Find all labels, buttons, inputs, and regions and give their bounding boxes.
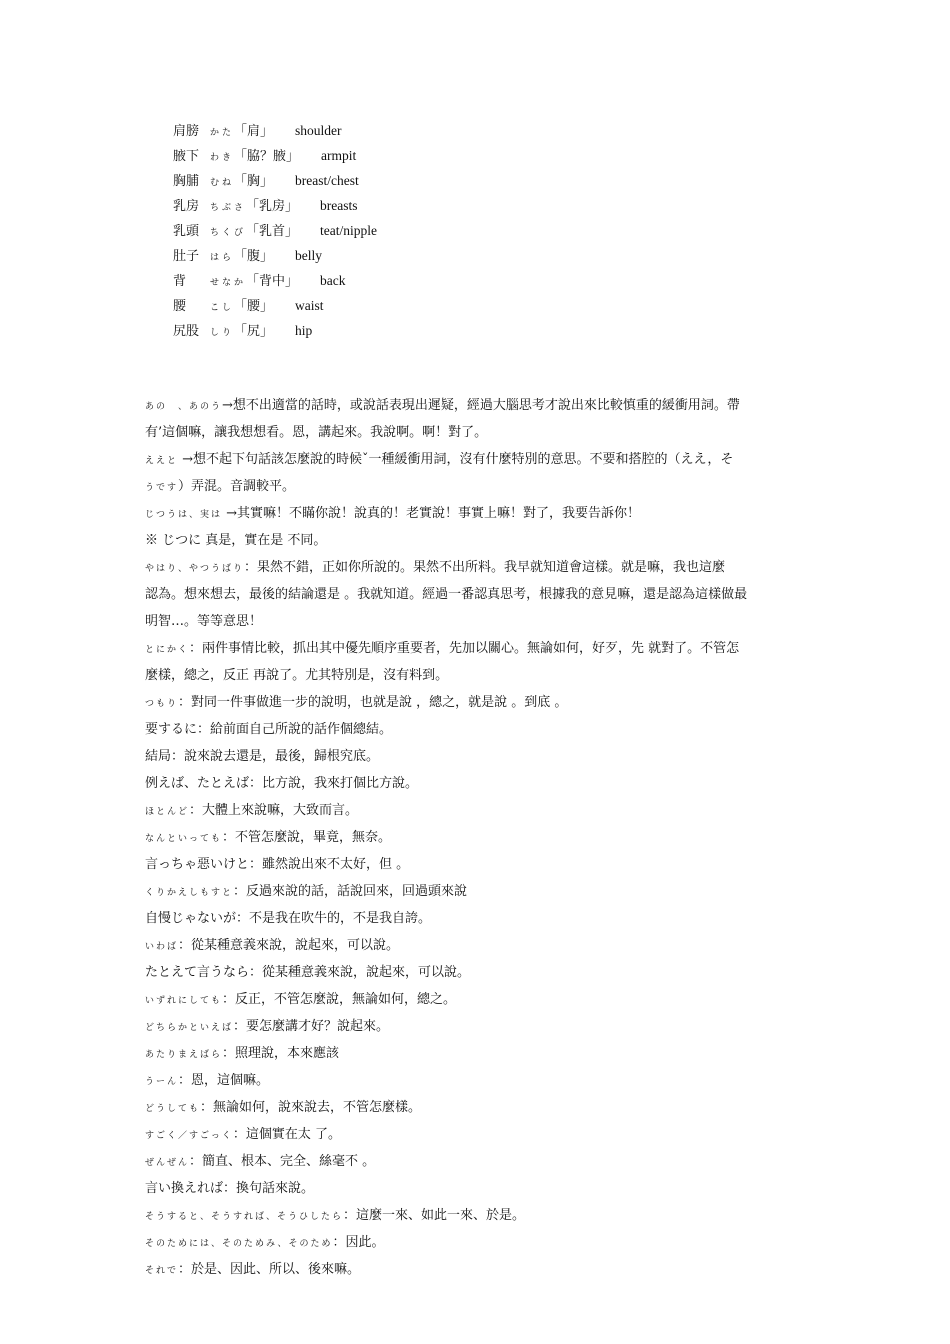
english-term: teat/nipple xyxy=(320,223,378,238)
phrase-line xyxy=(145,1230,807,1257)
phrase-kana: くりかえしもすと xyxy=(145,888,234,898)
phrase-text: ：照理說，本來應該 xyxy=(222,1046,340,1061)
phrase-kana: どちらかといえば xyxy=(145,1023,234,1033)
phrase-line xyxy=(145,879,807,906)
vocab-row xyxy=(173,293,773,318)
phrase-kana: それで xyxy=(145,1266,179,1276)
phrase-line xyxy=(145,1068,807,1095)
phrase-kana: そのためには、そのためみ、そのため xyxy=(145,1239,333,1249)
phrase-text: 例えば、たとえば：比方說，我來打個比方說。 xyxy=(145,776,419,791)
phrase-text: ：恩，這個嘛。 xyxy=(178,1073,270,1088)
phrase-kana: そうすると、そうすれば、そうひしたら xyxy=(145,1212,344,1222)
vocab-row xyxy=(173,118,773,143)
kana-reading: わき xyxy=(210,153,235,163)
phrase-line xyxy=(145,744,807,771)
phrase-text: ：從某種意義來說，說起來，可以說。 xyxy=(178,938,400,953)
kana-reading: こし xyxy=(210,303,235,313)
phrase-line xyxy=(145,1095,807,1122)
phrase-text: ：無論如何，說來說去，不管怎麼樣。 xyxy=(200,1100,422,1115)
phrase-text: 麼樣，總之，反正 再說了。尤其特別是，沒有料到。 xyxy=(145,668,449,683)
kanji-form: 「尻」 xyxy=(234,324,274,339)
english-term: hip xyxy=(295,323,313,338)
kana-reading: ちくび xyxy=(210,228,247,238)
phrase-line xyxy=(145,636,807,663)
phrase-line xyxy=(145,447,807,474)
phrase-kana: じつうは、実は xyxy=(145,510,223,520)
body-parts-vocabulary-list xyxy=(173,118,773,343)
kana-reading: しり xyxy=(210,328,235,338)
phrase-line xyxy=(145,1014,807,1041)
phrase-kana: あの 、あのう xyxy=(145,402,223,412)
kanji-form: 「乳房」 xyxy=(246,199,299,214)
kana-reading: むね xyxy=(210,178,235,188)
vocab-row xyxy=(173,243,773,268)
vocab-row xyxy=(173,168,773,193)
phrase-text: ：這麼一來、如此一來、於是。 xyxy=(343,1208,526,1223)
phrase-kana: ええと xyxy=(145,456,179,466)
phrase-text: 認為。想來想去，最後的結論還是 。我就知道。經過一番認真思考，根據我的意見嘛，還是認為這樣做最 xyxy=(145,587,748,602)
vocab-row xyxy=(173,268,773,293)
chinese-term: 肚子 xyxy=(173,249,200,264)
vocab-row xyxy=(173,318,773,343)
phrase-kana: ほとんど xyxy=(145,807,190,817)
phrase-line xyxy=(145,1176,807,1203)
chinese-term: 肩膀 xyxy=(173,124,200,139)
phrase-text: ：簡直、根本、完全、絲毫不 。 xyxy=(189,1154,376,1169)
kanji-form: 「肩」 xyxy=(234,124,274,139)
vocab-row xyxy=(173,218,773,243)
kanji-form: 「乳首」 xyxy=(246,224,299,239)
vocab-row xyxy=(173,143,773,168)
phrase-line xyxy=(145,1203,807,1230)
filler-phrases-list xyxy=(145,393,807,1284)
phrase-line xyxy=(145,1122,807,1149)
phrase-text: 自慢じゃないが：不是我在吹牛的，不是我自誇。 xyxy=(145,911,432,926)
phrase-line xyxy=(145,960,807,987)
kana-reading: かた xyxy=(210,128,235,138)
phrase-text: 要するに：給前面自己所說的話作個總結。 xyxy=(145,722,393,737)
phrase-text: ：這個實在太 了。 xyxy=(232,1127,341,1142)
phrase-text: →想不起下句話該怎麼說的時候ˇ一種緩衝用詞，沒有什麼特別的意思。不要和搭腔的（ええ，そ xyxy=(178,452,734,467)
phrase-line xyxy=(145,825,807,852)
phrase-text: ：因此。 xyxy=(332,1235,385,1250)
phrase-text: ：不管怎麼說，畢竟，無奈。 xyxy=(222,830,392,845)
english-term: back xyxy=(320,273,346,288)
phrase-text: ：果然不錯，正如你所說的。果然不出所料。我早就知道會這樣。就是嘛，我也這麼 xyxy=(244,560,726,575)
phrase-text: 有’這個嘛，讓我想想看。恩，講起來。我說啊。啊！對了。 xyxy=(145,425,488,440)
kanji-form: 「腰」 xyxy=(234,299,274,314)
chinese-term: 腋下 xyxy=(173,149,200,164)
phrase-text: ：要怎麼講才好？說起來。 xyxy=(233,1019,390,1034)
phrase-text: ：反過來說的話，話說回來，回過頭來說 xyxy=(233,884,468,899)
phrase-text: ：對同一件事做進一步的說明，也就是說 ，總之，就是說 。到底 。 xyxy=(178,695,568,710)
phrase-line xyxy=(145,717,807,744)
phrase-kana: なんといっても xyxy=(145,834,223,844)
phrase-kana: いわば xyxy=(145,942,179,952)
chinese-term: 腰 xyxy=(173,299,187,314)
phrase-line xyxy=(145,1257,807,1284)
phrase-kana: あたりまえばら xyxy=(145,1050,223,1060)
kana-reading: せなか xyxy=(210,278,247,288)
phrase-kana: うーん xyxy=(145,1077,179,1087)
phrase-text: ）弄混。音調較平。 xyxy=(178,479,296,494)
phrase-kana: とにかく xyxy=(145,645,190,655)
english-term: breasts xyxy=(320,198,358,213)
phrase-line xyxy=(145,663,807,690)
phrase-kana: すごく／すごっく xyxy=(145,1131,233,1141)
chinese-term: 胸脯 xyxy=(173,174,200,189)
phrase-text: 言っちゃ惡いけと：雖然說出來不太好，但 。 xyxy=(145,857,410,872)
phrase-text: ：兩件事情比較，抓出其中優先順序重要者，先加以關心。無論如何，好歹，先 就對了。不管怎 xyxy=(189,641,740,656)
phrase-text: →想不出適當的話時，或說話表現出遲疑，經過大腦思考才說出來比較慎重的緩衝用詞。帶 xyxy=(222,398,740,413)
english-term: shoulder xyxy=(295,123,342,138)
phrase-text: ：大體上來說嘛，大致而言。 xyxy=(189,803,359,818)
phrase-line xyxy=(145,933,807,960)
phrase-line xyxy=(145,420,807,447)
chinese-term: 乳頭 xyxy=(173,224,200,239)
english-term: waist xyxy=(295,298,324,313)
phrase-kana: どうしても xyxy=(145,1104,201,1114)
phrase-line xyxy=(145,582,807,609)
phrase-line xyxy=(145,555,807,582)
phrase-line xyxy=(145,501,807,528)
phrase-text: ：反正，不管怎麼說，無論如何，總之。 xyxy=(222,992,457,1007)
phrase-kana: つもり xyxy=(145,699,179,709)
phrase-text: 言い換えれば：換句話來說。 xyxy=(145,1181,315,1196)
phrase-line xyxy=(145,609,807,636)
phrase-line xyxy=(145,474,807,501)
kana-reading: ちぶさ xyxy=(210,203,247,213)
phrase-kana: うです xyxy=(145,483,179,493)
phrase-line xyxy=(145,690,807,717)
chinese-term: 乳房 xyxy=(173,199,200,214)
phrase-line xyxy=(145,987,807,1014)
phrase-kana: いずれにしても xyxy=(145,996,223,1006)
english-term: breast/chest xyxy=(295,173,359,188)
phrase-line xyxy=(145,528,807,555)
phrase-line xyxy=(145,1041,807,1068)
phrase-text: ：於是、因此、所以、後來嘛。 xyxy=(178,1262,361,1277)
phrase-line xyxy=(145,1149,807,1176)
kanji-form: 「腹」 xyxy=(234,249,274,264)
phrase-line xyxy=(145,771,807,798)
chinese-term: 尻股 xyxy=(173,324,200,339)
vocab-row xyxy=(173,193,773,218)
phrase-text: 結局：說來說去還是，最後，歸根究底。 xyxy=(145,749,380,764)
phrase-line xyxy=(145,852,807,879)
kanji-form: 「脇？腋」 xyxy=(234,149,300,164)
chinese-term: 背 xyxy=(173,274,187,289)
kanji-form: 「背中」 xyxy=(246,274,299,289)
phrase-line xyxy=(145,906,807,933)
kanji-form: 「胸」 xyxy=(234,174,274,189)
phrase-text: 明智…。等等意思！ xyxy=(145,614,263,629)
phrase-text: たとえて言うなら：從某種意義來說，說起來，可以說。 xyxy=(145,965,471,980)
phrase-text: ※ じつに 真是，實在是 不同。 xyxy=(145,533,327,548)
phrase-line xyxy=(145,798,807,825)
kana-reading: はら xyxy=(210,253,235,263)
phrase-text: →其實嘛！不瞞你說！說真的！老實說！事實上嘛！對了，我要告訴你！ xyxy=(222,506,641,521)
phrase-kana: やはり、やつうばり xyxy=(145,564,245,574)
english-term: belly xyxy=(295,248,323,263)
phrase-line xyxy=(145,393,807,420)
english-term: armpit xyxy=(321,148,357,163)
phrase-kana: ぜんぜん xyxy=(145,1158,190,1168)
